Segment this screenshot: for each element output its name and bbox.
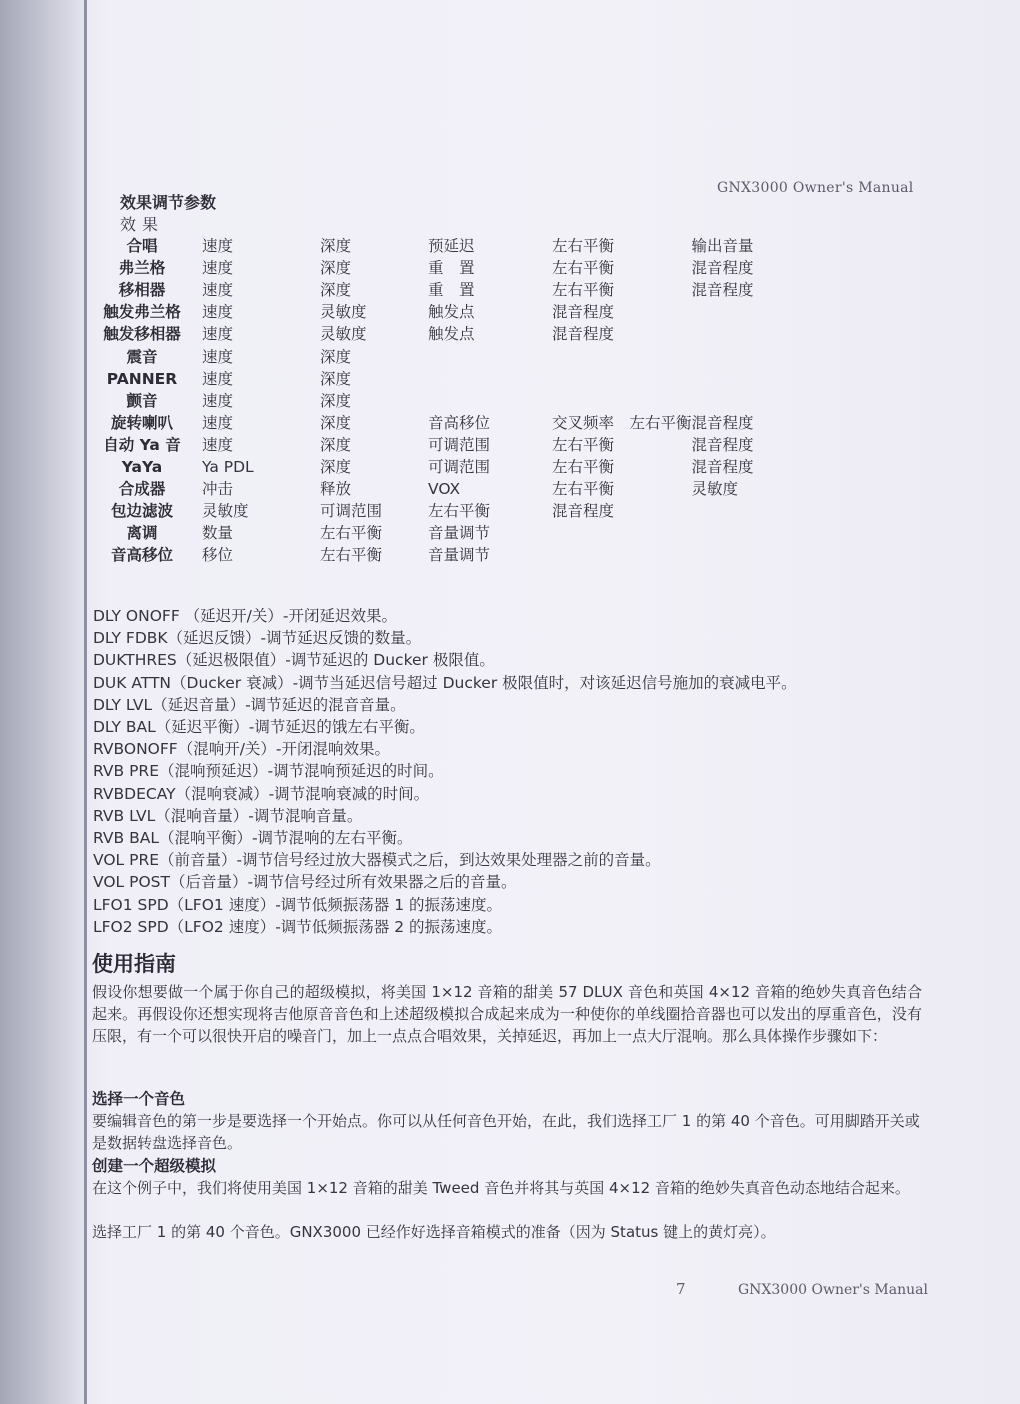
table-row [92,301,812,323]
effect-name-cell: 旋转喇叭 [110,413,173,432]
parameter-cell [420,368,546,390]
param-line: RVB BAL（混响平衡）-调节混响的左右平衡。 [93,829,413,848]
param-line: DUK ATTN（Ducker 衰减）-调节当延迟信号超过 Ducker 极限值时，对该延迟信号施加的衰减电平。 [93,673,797,692]
parameter-cell [546,368,692,390]
param-line: RVBDECAY（混响衰减）-调节混响衰减的时间。 [93,784,430,803]
effect-name-cell: 移相器 [118,281,166,300]
param-line: DUKTHRES（延迟极限值）-调节延迟的 Ducker 极限值。 [93,651,495,670]
subsection-title-select: 选择一个音色 [92,1090,186,1108]
param-line: RVBONOFF（混响开/关）-开闭混响效果。 [93,740,391,759]
parameter-cell: 音高移位 [428,413,491,432]
parameter-cell: 移位 [202,546,234,565]
parameter-cell: 左右平衡 [428,502,491,521]
parameter-cell: 速度 [202,391,234,410]
parameter-cell [420,345,546,367]
effect-name-cell: 弗兰格 [118,259,166,278]
param-line: DLY ONOFF （延迟开/关）-开闭延迟效果。 [93,607,397,625]
parameter-cell: 速度 [202,281,234,300]
parameter-cell: 可调范围 [320,502,383,521]
parameter-cell: 混音程度 [691,413,754,432]
table-row [92,478,812,500]
param-line: DLY LVL（延迟音量）-调节延迟的混音音量。 [93,695,406,714]
parameter-cell: 速度 [202,325,234,344]
param-line: RVB PRE（混响预延迟）-调节混响预延迟的时间。 [93,762,444,781]
parameter-list [93,605,973,938]
parameter-cell: 灵敏度 [320,325,367,344]
parameter-cell: 速度 [202,413,234,432]
parameter-cell [692,345,812,367]
parameter-cell: 左右平衡 [552,259,615,278]
effects-parameter-table [92,235,812,566]
parameter-cell: 深度 [320,435,352,454]
parameter-cell: 重 置 [428,281,475,300]
table-row [92,368,812,390]
create-paragraph-2: 选择工厂 1 的第 40 个音色。GNX3000 已经作好选择音箱模式的准备（因为 Status 键上的黄灯亮）。 [92,1223,776,1241]
parameter-cell [692,500,812,522]
parameter-cell: 灵敏度 [202,502,249,521]
parameter-cell: 深度 [320,259,352,278]
parameter-cell [546,345,692,367]
table-row [92,345,812,367]
parameter-cell: 灵敏度 [320,303,367,322]
effect-name-cell: 触发弗兰格 [103,303,181,322]
parameter-cell: 混音程度 [552,502,615,521]
param-line: DLY BAL（延迟平衡）-调节延迟的饿左右平衡。 [93,718,425,737]
param-line: VOL PRE（前音量）-调节信号经过放大器模式之后，到达效果处理器之前的音量。 [93,851,661,870]
book-binding [0,0,86,1404]
parameter-cell: 触发点 [428,303,475,322]
table-row [92,544,812,566]
parameter-cell: 音量调节 [428,524,491,543]
page-header: GNX3000 Owner's Manual [717,180,914,196]
parameter-cell: 数量 [202,524,234,543]
effect-name-cell: 触发移相器 [103,325,181,344]
table-subtitle: 效果 [120,215,165,234]
section-title-guide: 使用指南 [92,952,176,976]
subsection-title-create: 创建一个超级模拟 [92,1157,217,1175]
table-row [92,434,812,456]
parameter-cell: 可调范围 [428,435,491,454]
parameter-cell: 深度 [320,413,352,432]
effect-name-cell: 包边滤波 [110,502,173,521]
parameter-cell [420,390,546,412]
parameter-cell [546,522,692,544]
param-line: DLY FDBK（延迟反馈）-调节延迟反馈的数量。 [93,629,422,648]
parameter-cell: 深度 [320,457,352,476]
parameter-cell: 混音程度 [691,435,754,454]
parameter-cell: 深度 [320,369,352,388]
effect-name-cell: 离调 [126,524,158,543]
table-row [92,257,812,279]
parameter-cell: 触发点 [428,325,475,344]
guide-intro: 假设你想要做一个属于你自己的超级模拟，将美国 1×12 音箱的甜美 57 DLUX 音色和英国 4×12 音箱的绝妙失真音色结合起来。再假设你还想实现将吉他原音音色和上述超级模拟合成起来成为一种使你的单线圈拾音器也可以发出的厚重音色，没有压限，有一个可以很快开启的噪音门，加上一点点合唱效果，关掉延迟，再加上一点大厅混响。那么具体操作步骤如下： [92,983,922,1046]
parameter-cell: VOX [428,480,461,499]
param-line: LFO2 SPD（LFO2 速度）-调节低频振荡器 2 的振荡速度。 [93,917,503,936]
parameter-cell: 左右平衡 [552,237,615,256]
parameter-cell: 灵敏度 [691,480,739,499]
parameter-cell: 左右平衡 [552,281,615,300]
parameter-cell: 速度 [202,435,234,454]
parameter-cell: 输出音量 [691,237,754,256]
table-row [92,456,812,478]
parameter-cell: 交叉频率 左右平衡 [552,413,692,432]
effect-name-cell: 音高移位 [110,546,173,565]
parameter-cell: 深度 [320,347,352,366]
parameter-cell: 混音程度 [552,303,615,322]
create-paragraph: 在这个例子中，我们将使用美国 1×12 音箱的甜美 Tweed 音色并将其与英国 4×12 音箱的绝妙失真音色动态地结合起来。 [92,1179,910,1197]
page-number: 7 [676,1280,686,1298]
footer-text: GNX3000 Owner's Manual [738,1282,928,1298]
param-line: RVB LVL（混响音量）-调节混响音量。 [93,806,363,825]
parameter-cell: 左右平衡 [552,480,615,499]
parameter-cell: Ya PDL [202,457,254,476]
parameter-cell: 深度 [320,391,352,410]
parameter-cell: 速度 [202,369,234,388]
table-row [92,279,812,301]
table-row [92,235,812,257]
parameter-cell: 深度 [320,237,352,256]
parameter-cell [692,323,812,345]
parameter-cell [692,368,812,390]
parameter-cell: 冲击 [202,480,234,499]
effect-name-cell: 震音 [126,347,158,366]
table-row [92,500,812,522]
table-title: 效果调节参数 [120,193,217,212]
parameter-cell: 左右平衡 [552,435,615,454]
parameter-cell [692,301,812,323]
parameter-cell [692,544,812,566]
parameter-cell: 深度 [320,281,352,300]
effect-name-cell: 自动 Ya 音 [103,435,181,454]
parameter-cell: 重 置 [428,259,475,278]
parameter-cell: 速度 [202,259,234,278]
table-row [92,323,812,345]
parameter-cell: 混音程度 [691,259,754,278]
table-row [92,522,812,544]
table-row [92,390,812,412]
effect-name-cell: 合唱 [126,237,158,256]
effect-name-cell: 合成器 [118,480,166,499]
parameter-cell: 混音程度 [691,457,754,476]
binding-edge [84,0,87,1404]
parameter-cell: 可调范围 [428,457,491,476]
parameter-cell: 速度 [202,303,234,322]
parameter-cell: 左右平衡 [552,457,615,476]
effect-name-cell: 颤音 [126,391,158,410]
page-footer [676,1280,928,1298]
select-paragraph: 要编辑音色的第一步是要选择一个开始点。你可以从任何音色开始，在此，我们选择工厂 1 的第 40 个音色。可用脚踏开关或是数据转盘选择音色。 [92,1112,920,1153]
parameter-cell: 音量调节 [428,546,491,565]
parameter-cell [692,390,812,412]
parameter-cell: 速度 [202,237,234,256]
effect-name-cell: YaYa [121,457,163,476]
parameter-cell: 混音程度 [552,325,615,344]
table-row [92,412,812,434]
param-line: LFO1 SPD（LFO1 速度）-调节低频振荡器 1 的振荡速度。 [93,895,503,914]
parameter-cell [692,522,812,544]
parameter-cell: 释放 [320,480,352,499]
effect-name-cell: PANNER [106,369,178,388]
parameter-cell [546,390,692,412]
parameter-cell: 速度 [202,347,234,366]
parameter-cell: 预延迟 [428,237,475,256]
parameter-cell: 混音程度 [691,281,754,300]
parameter-cell: 左右平衡 [320,546,383,565]
param-line: VOL POST（后音量）-调节信号经过所有效果器之后的音量。 [93,873,517,892]
parameter-cell [546,544,692,566]
parameter-cell: 左右平衡 [320,524,383,543]
